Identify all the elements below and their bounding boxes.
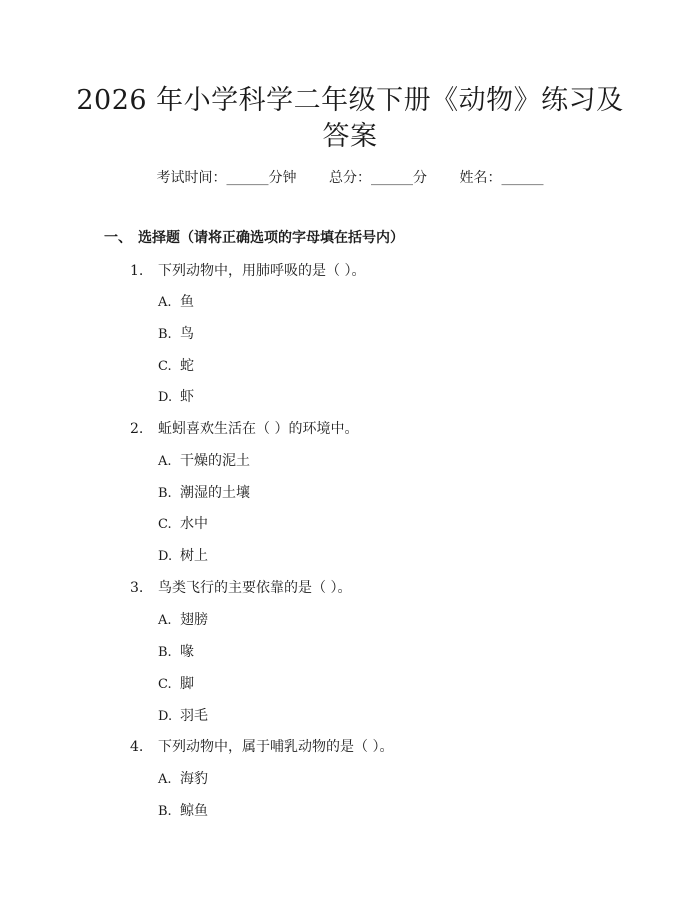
option-4a [158,769,208,790]
option-letter: B. [158,486,172,501]
question-text: 下列动物中，属于哺乳动物的是（ ）。 [158,739,394,755]
option-text: 潮湿的土壤 [180,485,250,501]
option-letter: A. [158,454,172,469]
question-number: 3. [130,580,144,596]
option-text: 羽毛 [180,708,208,724]
question-number: 1. [130,263,144,279]
question-4 [130,737,393,757]
option-letter: A. [158,772,172,787]
question-3 [130,578,351,598]
question-2 [130,419,358,439]
option-text: 虾 [180,389,194,405]
option-3b [158,642,194,663]
option-text: 蛇 [180,358,194,374]
question-text: 蚯蚓喜欢生活在（ ）的环境中。 [158,421,359,437]
option-text: 翅膀 [180,612,208,628]
page-title-line-1: 2026 年小学科学二年级下册《动物》练习及 [76,85,624,116]
option-letter: B. [158,645,172,660]
student-name-field: 姓名：______ [459,170,544,186]
option-1d [158,387,194,408]
exam-info [0,168,700,188]
section-title: 选择题（请将正确选项的字母填在括号内） [138,230,404,246]
question-number: 2. [130,421,144,437]
question-1 [130,261,365,281]
option-3a [158,610,208,631]
exam-time-field: 考试时间：______分钟 [156,170,297,186]
option-3c [158,674,194,695]
option-letter: A. [158,295,172,310]
option-text: 鲸鱼 [180,803,208,819]
option-text: 海豹 [180,771,208,787]
option-text: 水中 [180,516,208,532]
option-letter: D. [158,390,173,405]
option-1a [158,292,194,313]
option-1c [158,356,194,377]
option-text: 喙 [180,644,194,660]
option-letter: D. [158,549,173,564]
option-letter: B. [158,327,172,342]
question-text: 下列动物中，用肺呼吸的是（ ）。 [158,263,366,279]
option-letter: B. [158,804,172,819]
page-title-line-2: 答案 [322,121,378,152]
option-2b [158,483,250,504]
question-text: 鸟类飞行的主要依靠的是（ ）。 [158,580,352,596]
option-text: 鸟 [180,326,194,342]
option-letter: C. [158,677,172,692]
option-1b [158,324,194,345]
section-number: 一、 [104,230,132,246]
option-4b [158,801,208,822]
option-letter: C. [158,517,172,532]
option-letter: D. [158,709,173,724]
option-3d [158,706,208,727]
option-text: 树上 [180,548,208,564]
total-score-field: 总分：______分 [329,170,427,186]
option-letter: C. [158,359,172,374]
option-2d [158,546,208,567]
option-text: 干燥的泥土 [180,453,250,469]
question-number: 4. [130,739,144,755]
option-2c [158,514,208,535]
section-heading [104,228,404,248]
option-text: 鱼 [180,294,194,310]
option-text: 脚 [180,676,194,692]
option-letter: A. [158,613,172,628]
option-2a [158,451,250,472]
